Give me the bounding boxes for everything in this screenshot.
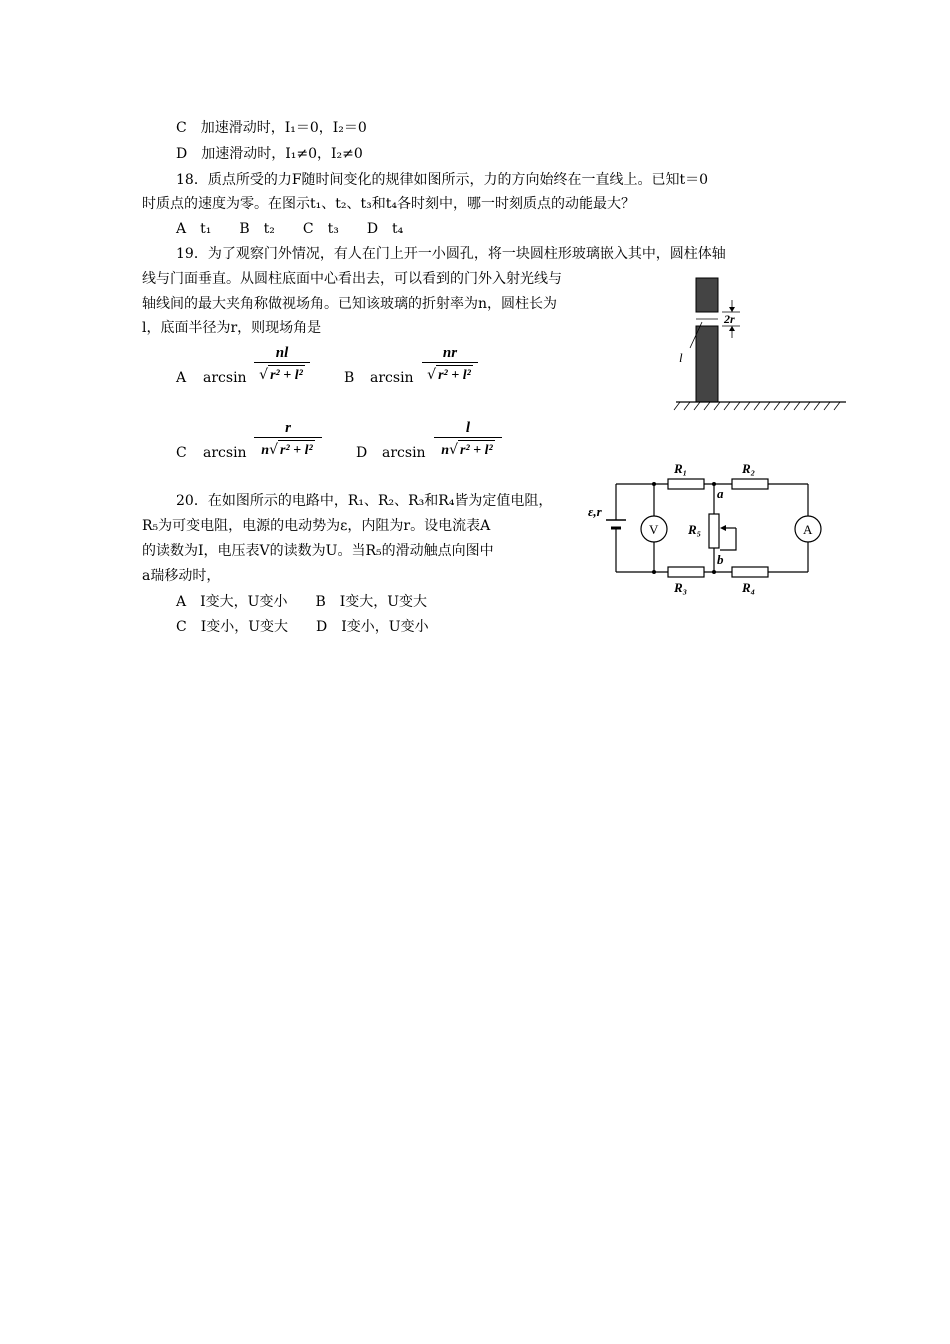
r4-resistor [732, 567, 768, 577]
door-lower-block [696, 326, 718, 402]
r1-resistor [668, 479, 704, 489]
label-l: l [679, 350, 683, 365]
r2-resistor [732, 479, 768, 489]
q19-option-a-fraction [254, 344, 310, 386]
label-2r: 2r [724, 312, 735, 326]
q19-option-a-sqrt: r² + l² [268, 365, 305, 386]
q20-text-line1: 20．在如图所示的电路中，R₁、R₂、R₃和R₄皆为定值电阻， [176, 493, 553, 509]
q19-option-c-n: n [261, 443, 270, 458]
label-r3: R₃ [674, 580, 688, 595]
q19-option-b-sqrt: r² + l² [436, 365, 473, 386]
label-b: b [717, 552, 724, 567]
q19-option-c-numerator: r [285, 420, 291, 436]
q19-text-line3: 轴线间的最大夹角称做视场角。已知该玻璃的折射率为n，圆柱长为 [142, 296, 558, 312]
label-r4: R₄ [742, 580, 756, 595]
q19-option-c-arcsin: arcsin [203, 445, 247, 461]
q19-option-c-denominator: n√ r² + l² [254, 437, 322, 461]
q20-text-line4: a瑞移动时， [142, 568, 221, 584]
q19-option-d-denominator: n√ r² + l² [434, 437, 502, 461]
q19-text-line1: 19．为了观察门外情况，有人在门上开一小圆孔，将一块圆柱形玻璃嵌入其中，圆柱体轴 [176, 246, 726, 262]
door-upper-block [696, 278, 718, 312]
r5-slider-arrowhead [720, 525, 726, 531]
q19-option-b-label: B [344, 370, 355, 386]
q17-option-d: D 加速滑动时，I₁≠0，I₂≠0 [176, 146, 363, 162]
r3-resistor [668, 567, 704, 577]
q20-text-line3: 的读数为I，电压表V的读数为U。当R₅的滑动触点向图中 [142, 543, 494, 559]
q19-option-d-n: n [441, 443, 450, 458]
q19-option-c-label: C [176, 445, 187, 461]
label-emf: ε,r [588, 504, 602, 519]
junction-a [712, 482, 716, 486]
q19-option-d-label: D [356, 445, 368, 461]
dim-bottom-arrowhead [729, 326, 735, 331]
label-r2: R₂ [742, 461, 756, 476]
q19-option-a-numerator: nl [275, 345, 289, 361]
q19-option-a-arcsin: arcsin [203, 370, 247, 386]
q18-options: A t₁ B t₂ C t₃ D t₄ [176, 221, 404, 237]
q19-option-c-sqrt: r² + l² [278, 440, 315, 461]
q18-text-line1: 18．质点所受的力F随时间变化的规律如图所示，力的方向始终在一直线上。已知t＝0 [176, 172, 709, 188]
q18-text-line2: 时质点的速度为零。在图示t₁、t₂、t₃和t₄各时刻中，哪一时刻质点的动能最大？ [142, 196, 635, 212]
q19-option-b-arcsin: arcsin [370, 370, 414, 386]
q19-door-figure [670, 270, 850, 415]
q19-option-b-fraction [422, 344, 478, 386]
r5-slider-wire [720, 528, 736, 550]
label-voltmeter: V [649, 522, 659, 537]
q20-circuit-diagram [586, 458, 826, 598]
q19-text-line4: l，底面半径为r，则现场角是 [142, 320, 322, 336]
q19-option-c-fraction [254, 419, 322, 461]
q19-option-d-sqrt: r² + l² [458, 440, 495, 461]
q20-options-row2: C I变小，U变大 D I变小，U变小 [176, 619, 429, 635]
q19-option-d-fraction [434, 419, 502, 461]
q19-option-a-denominator: √ r² + l² [254, 362, 310, 386]
q19-option-a-label: A [176, 370, 187, 386]
q20-text-line2: R₅为可变电阻，电源的电动势为ε，内阻为r。设电流表A [142, 518, 491, 534]
junction-v-bottom [652, 570, 656, 574]
r5-resistor [709, 514, 719, 548]
q19-text-line2: 线与门面垂直。从圆柱底面中心看出去，可以看到的门外入射光线与 [142, 271, 562, 287]
q19-option-d-numerator: l [465, 420, 471, 436]
junction-v-top [652, 482, 656, 486]
q17-option-c: C 加速滑动时，I₁＝0，I₂＝0 [176, 120, 367, 136]
label-a: a [717, 486, 724, 501]
q20-options-row1: A I变大，U变小 B I变大，U变大 [176, 594, 428, 610]
q19-option-b-denominator: √ r² + l² [422, 362, 478, 386]
q19-option-d-arcsin: arcsin [382, 445, 426, 461]
label-r5: R₅ [688, 522, 702, 537]
label-r1: R₁ [674, 461, 688, 476]
junction-b [712, 570, 716, 574]
ground-hatching [674, 402, 840, 410]
label-ammeter: A [803, 522, 813, 537]
q19-option-b-numerator: nr [442, 345, 458, 361]
